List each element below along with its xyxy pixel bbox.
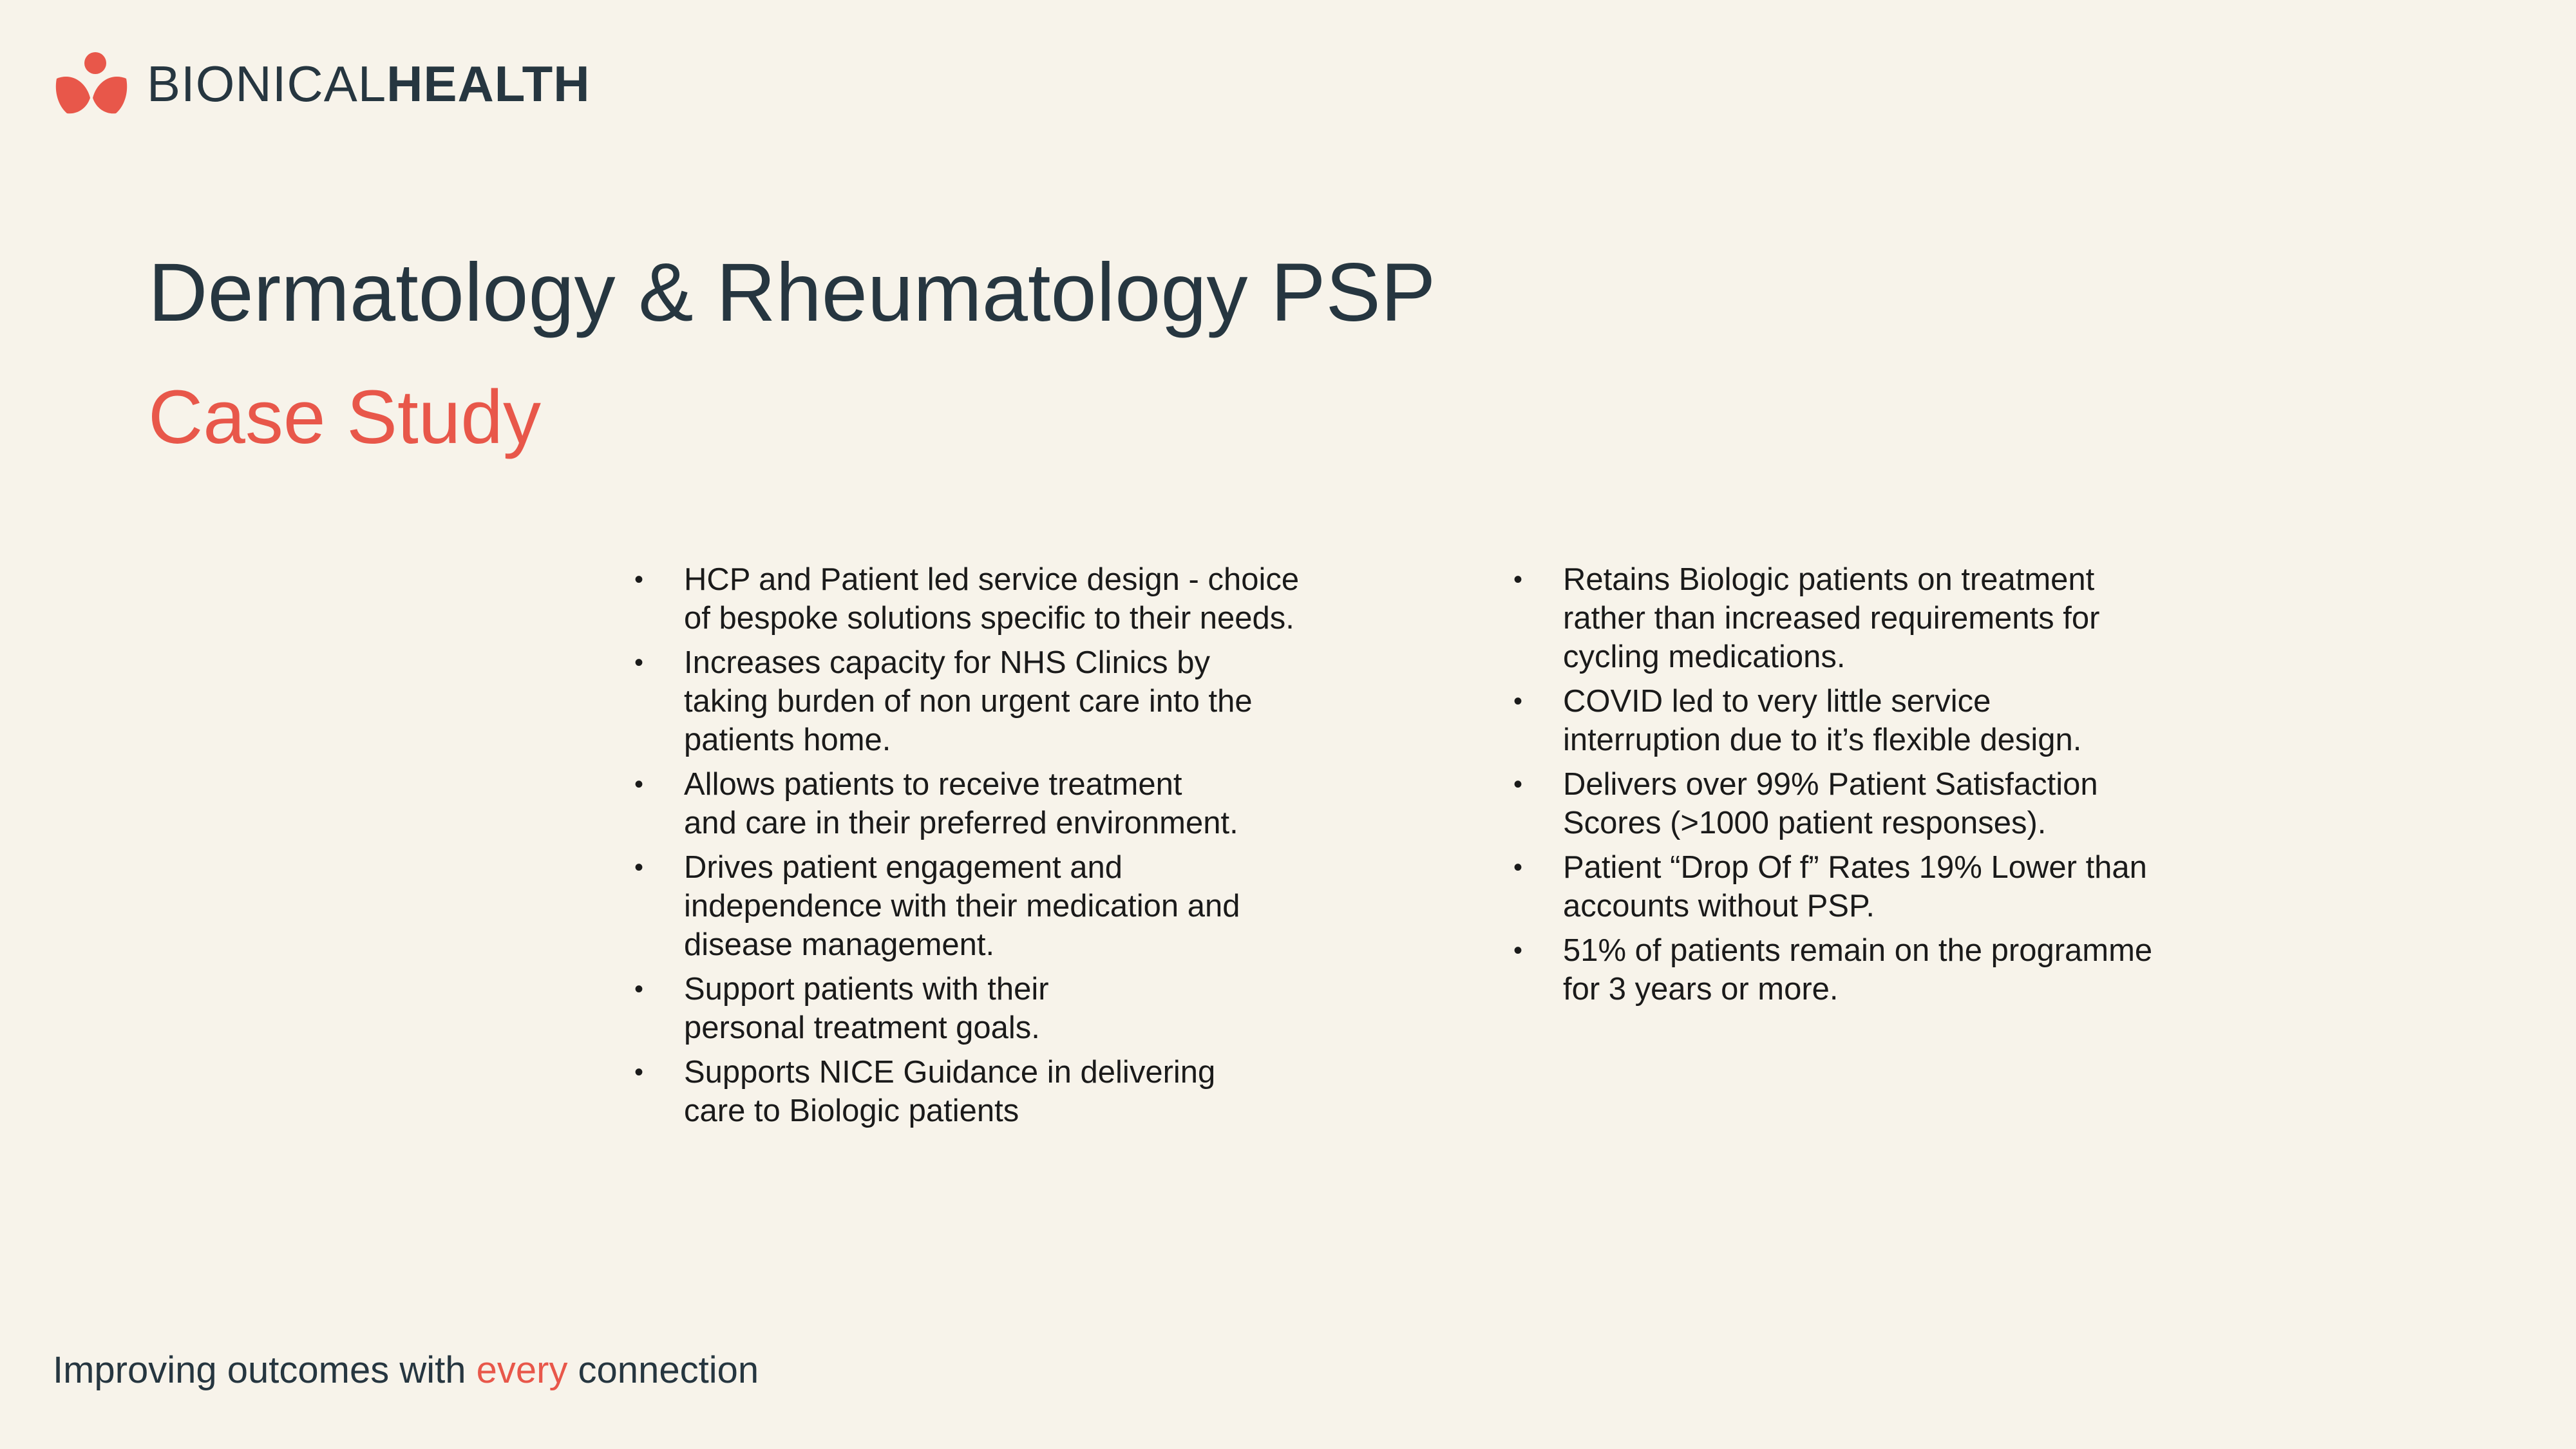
bullet-text-line: accounts without PSP. [1563,889,1875,923]
brand-wordmark-light: BIONICAL [147,55,387,112]
bullet-text-line: Allows patients to receive treatment [684,767,1182,802]
benefits-list-right [1513,560,2222,1014]
bullet-text-line: Patient “Drop Of f” Rates 19% Lower than [1563,850,2147,885]
bullet-text-line: HCP and Patient led service design - choice [684,562,1300,597]
tagline-accent-word: every [476,1349,568,1391]
bullet-dot: • [634,565,644,594]
bullet-dot: • [1513,687,1523,715]
bullet-item [634,765,1336,842]
bullet-dot: • [1513,565,1523,594]
bullet-item [634,560,1336,638]
bullet-text-line: independence with their medication and [684,889,1240,923]
bullet-text-line: patients home. [684,723,891,757]
bullet-item [1513,560,2222,676]
slide-title: Dermatology & Rheumatology PSP [148,247,1436,339]
bullet-text-line: rather than increased requirements for [1563,601,2100,636]
bullet-dot: • [1513,936,1523,965]
tagline-start: Improving outcomes with [53,1349,477,1391]
bullet-item [634,970,1336,1047]
bullet-text-line: disease management. [684,927,995,962]
tagline-end: connection [567,1349,759,1391]
bullet-text-line: taking burden of non urgent care into the [684,684,1253,719]
bullet-item [1513,765,2222,842]
bullet-text-line: Retains Biologic patients on treatment [1563,562,2095,597]
bullet-text-line: interruption due to it’s flexible design. [1563,723,2082,757]
bullet-text-line: for 3 years or more. [1563,972,1839,1007]
bullet-text-line: Drives patient engagement and [684,850,1122,885]
bullet-item [634,643,1336,759]
brand-wordmark-bold: HEALTH [386,55,591,112]
bullet-text-line: of bespoke solutions specific to their needs. [684,601,1294,636]
bullet-dot: • [1513,853,1523,882]
bullet-text-line: Support patients with their [684,972,1049,1007]
benefits-list-left [634,560,1336,1136]
bullet-text-line: cycling medications. [1563,639,1846,674]
bullet-item [1513,931,2222,1009]
bullet-text-line: COVID led to very little service [1563,684,1991,719]
bullet-dot: • [634,770,644,799]
bullet-text-line: Scores (>1000 patient responses). [1563,806,2047,840]
bullet-text-line: personal treatment goals. [684,1010,1040,1045]
bionical-logo-icon [53,50,130,117]
bullet-text-line: 51% of patients remain on the programme [1563,933,2153,968]
bullet-text-line: care to Biologic patients [684,1094,1019,1128]
bullet-item [1513,848,2222,925]
bullet-text-line: Supports NICE Guidance in delivering [684,1055,1216,1090]
bullet-dot: • [634,649,644,677]
brand-wordmark [147,55,591,112]
bullet-dot: • [634,853,644,882]
slide-subtitle: Case Study [148,375,541,460]
footer-tagline [53,1350,759,1391]
bullet-dot: • [634,1058,644,1086]
bullet-text-line: Delivers over 99% Patient Satisfaction [1563,767,2098,802]
bullet-text-line: and care in their preferred environment. [684,806,1238,840]
bullet-item [634,1053,1336,1130]
bullet-item [1513,682,2222,759]
brand-logo [53,50,591,117]
bullet-item [634,848,1336,964]
bullet-dot: • [634,975,644,1003]
bullet-dot: • [1513,770,1523,799]
bullet-text-line: Increases capacity for NHS Clinics by [684,645,1210,680]
